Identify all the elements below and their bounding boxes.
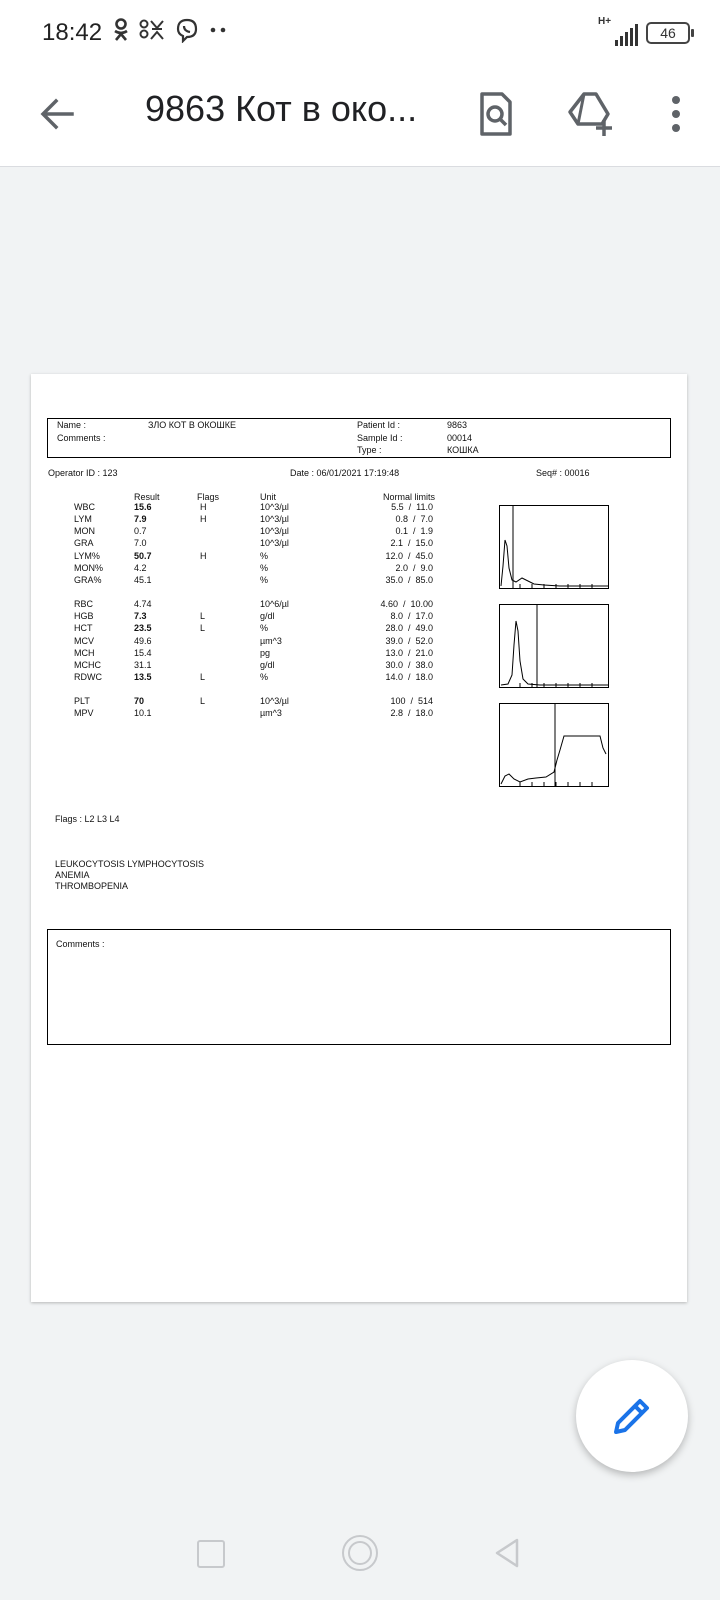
row-result: 31.1 xyxy=(134,660,152,670)
row-result: 49.6 xyxy=(134,636,152,646)
row-normal-limits: 12.0 / 45.0 xyxy=(385,551,433,561)
signal-icon xyxy=(598,16,638,46)
column-result: Result xyxy=(134,492,160,502)
row-flag: H xyxy=(200,502,207,512)
row-normal-limits: 14.0 / 18.0 xyxy=(385,672,433,682)
row-normal-limits: 0.1 / 1.9 xyxy=(395,526,433,536)
row-unit: 10^3/µl xyxy=(260,538,289,548)
comments-box xyxy=(47,929,671,1045)
row-unit: pg xyxy=(260,648,271,658)
row-normal-limits: 8.0 / 17.0 xyxy=(390,611,433,621)
column-unit: Unit xyxy=(260,492,277,502)
row-result: 15.4 xyxy=(134,648,152,658)
type-value: КОШКА xyxy=(447,445,479,455)
row-normal-limits: 5.5 / 11.0 xyxy=(391,502,433,512)
row-unit: µm^3 xyxy=(260,636,282,646)
row-unit: 10^3/µl xyxy=(260,696,289,706)
row-result: 15.6 xyxy=(134,502,152,512)
row-normal-limits: 2.1 / 15.0 xyxy=(390,538,433,548)
row-unit: 10^3/µl xyxy=(260,502,289,512)
back-button[interactable] xyxy=(32,88,84,140)
back-arrow-icon xyxy=(32,88,84,140)
row-flag: L xyxy=(200,611,206,621)
recents-square-icon[interactable] xyxy=(197,1540,225,1568)
row-normal-limits: 4.60 / 10.00 xyxy=(380,599,433,609)
google-lens-button[interactable] xyxy=(468,86,524,142)
row-normal-limits: 100 / 514 xyxy=(390,696,433,706)
row-normal-limits: 35.0 / 85.0 xyxy=(385,575,433,585)
column-flags: Flags xyxy=(197,492,220,502)
row-param-name: GRA% xyxy=(74,575,102,585)
interpretation-line-3: THROMBOPENIA xyxy=(55,881,129,891)
row-result: 13.5 xyxy=(134,672,152,682)
sequence-number: Seq# : 00016 xyxy=(536,468,590,478)
row-unit: µm^3 xyxy=(260,708,282,718)
row-param-name: MCHC xyxy=(74,660,101,670)
wbc-histogram xyxy=(499,505,609,589)
document-title: 9863 Кот в око... xyxy=(145,88,418,129)
row-result: 7.0 xyxy=(134,538,147,548)
row-unit: % xyxy=(260,551,269,561)
row-result: 45.1 xyxy=(134,575,152,585)
row-param-name: WBC xyxy=(74,502,95,512)
edit-fab-button[interactable] xyxy=(576,1360,688,1472)
row-normal-limits: 28.0 / 49.0 xyxy=(385,623,433,633)
status-time: 18:42 xyxy=(42,19,103,46)
row-flag: L xyxy=(200,623,206,633)
app-toolbar xyxy=(0,66,720,167)
interpretation-line-2: ANEMIA xyxy=(55,870,90,880)
row-param-name: GRA xyxy=(74,538,94,548)
name-label: Name : xyxy=(57,420,87,430)
row-param-name: PLT xyxy=(74,696,90,706)
row-unit: % xyxy=(260,563,269,573)
sample-id-value: 00014 xyxy=(447,433,473,443)
row-param-name: MON% xyxy=(74,563,103,573)
interpretation-line-1: LEUKOCYTOSIS LYMPHOCYTOSIS xyxy=(55,859,205,869)
comments-box-label: Comments : xyxy=(56,939,105,949)
operator-id: Operator ID : 123 xyxy=(48,468,118,478)
report-date: Date : 06/01/2021 17:19:48 xyxy=(290,468,400,478)
name-value: ЗЛО КОТ В ОКОШКЕ xyxy=(148,420,237,430)
row-normal-limits: 39.0 / 52.0 xyxy=(385,636,433,646)
add-to-drive-button[interactable] xyxy=(562,86,618,142)
row-param-name: MON xyxy=(74,526,95,536)
type-label: Type : xyxy=(357,445,382,455)
row-normal-limits: 2.8 / 18.0 xyxy=(390,708,433,718)
row-unit: 10^6/µl xyxy=(260,599,289,609)
row-param-name: MCH xyxy=(74,648,95,658)
row-param-name: HCT xyxy=(74,623,93,633)
google-lens-icon xyxy=(468,86,524,142)
battery-icon: 46 xyxy=(646,22,690,44)
row-param-name: RBC xyxy=(74,599,94,609)
edit-pencil-icon xyxy=(608,1392,656,1440)
row-result: 0.7 xyxy=(134,526,147,536)
row-result: 4.2 xyxy=(134,563,147,573)
row-unit: % xyxy=(260,672,269,682)
row-unit: g/dl xyxy=(260,660,275,670)
row-unit: % xyxy=(260,575,269,585)
back-triangle-icon[interactable] xyxy=(494,1538,520,1568)
row-result: 7.9 xyxy=(134,514,147,524)
more-dots-icon xyxy=(208,25,228,35)
row-normal-limits: 13.0 / 21.0 xyxy=(385,648,433,658)
row-flag: L xyxy=(200,696,206,706)
row-result: 70 xyxy=(134,696,145,706)
viber-icon xyxy=(174,17,200,43)
row-param-name: HGB xyxy=(74,611,94,621)
plt-histogram xyxy=(499,703,609,787)
row-flag: L xyxy=(200,672,206,682)
patient-id-value: 9863 xyxy=(447,420,468,430)
row-flag: H xyxy=(200,514,207,524)
row-param-name: LYM xyxy=(74,514,92,524)
row-result: 50.7 xyxy=(134,551,152,561)
status-right xyxy=(598,16,690,46)
comments-label: Comments : xyxy=(57,433,106,443)
row-result: 23.5 xyxy=(134,623,152,633)
column-normal-limits: Normal limits xyxy=(383,492,436,502)
odnoklassniki-icon xyxy=(112,18,130,42)
row-unit: 10^3/µl xyxy=(260,514,289,524)
add-to-drive-icon xyxy=(562,86,618,142)
document-page xyxy=(31,374,687,1302)
network-type-label: H+ xyxy=(598,16,612,27)
more-options-button[interactable] xyxy=(646,86,706,142)
row-unit: 10^3/µl xyxy=(260,526,289,536)
flags-line: Flags : L2 L3 L4 xyxy=(55,814,120,824)
row-unit: % xyxy=(260,623,269,633)
row-flag: H xyxy=(200,551,207,561)
row-param-name: LYM% xyxy=(74,551,100,561)
row-normal-limits: 30.0 / 38.0 xyxy=(385,660,433,670)
row-param-name: MCV xyxy=(74,636,94,646)
row-result: 10.1 xyxy=(134,708,152,718)
status-bar xyxy=(0,0,720,66)
vk-icon xyxy=(138,18,166,42)
home-circle-icon[interactable] xyxy=(342,1535,378,1571)
notification-icons xyxy=(112,17,228,43)
sample-id-label: Sample Id : xyxy=(357,433,403,443)
patient-id-label: Patient Id : xyxy=(357,420,401,430)
rbc-histogram xyxy=(499,604,609,688)
row-normal-limits: 0.8 / 7.0 xyxy=(395,514,433,524)
row-normal-limits: 2.0 / 9.0 xyxy=(395,563,433,573)
row-unit: g/dl xyxy=(260,611,275,621)
more-vert-icon xyxy=(646,86,706,142)
row-param-name: MPV xyxy=(74,708,94,718)
row-result: 4.74 xyxy=(134,599,152,609)
row-param-name: RDWC xyxy=(74,672,102,682)
row-result: 7.3 xyxy=(134,611,147,621)
